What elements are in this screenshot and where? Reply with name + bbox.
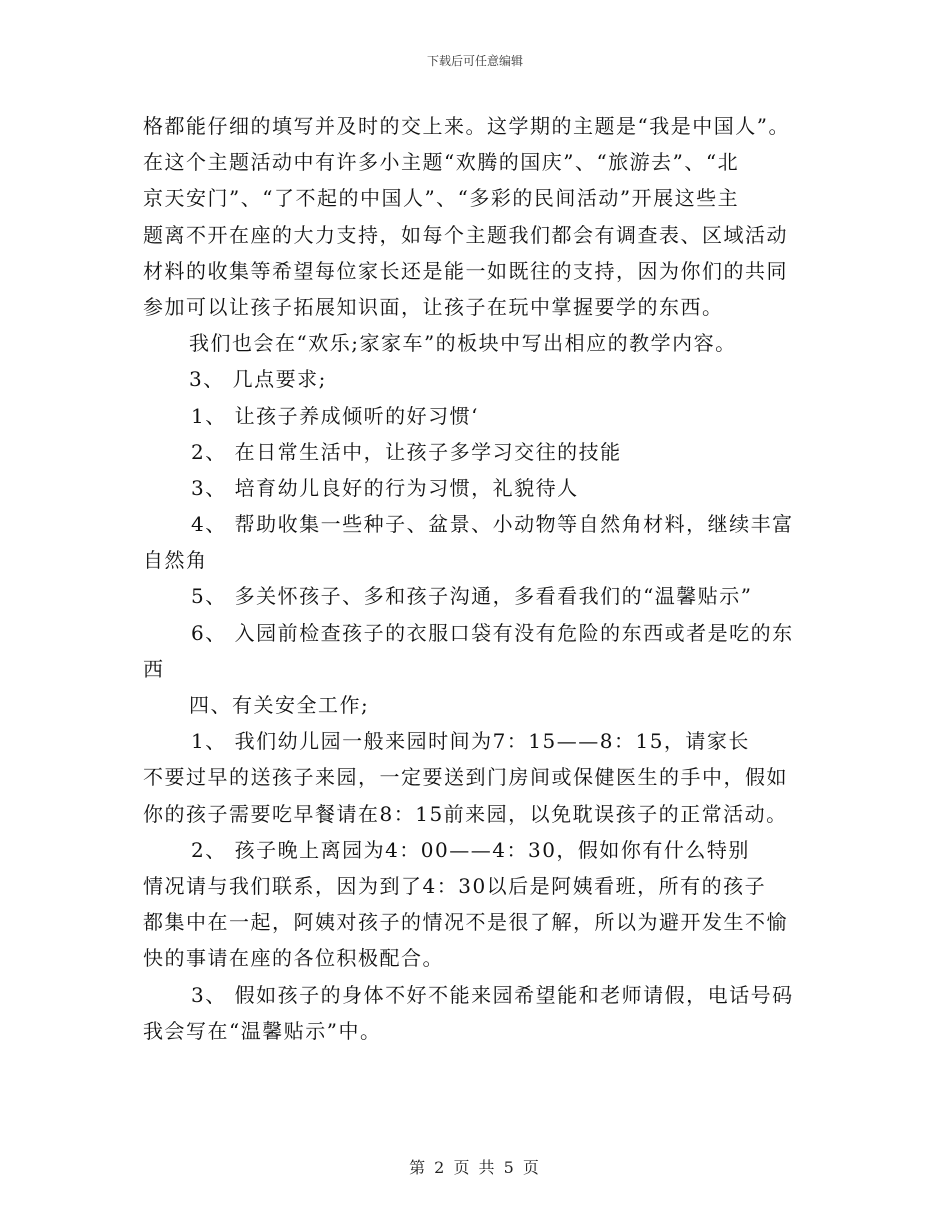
list-item-continuation: 都集中在一起，阿姨对孩子的情况不是很了解，所以为避开发生不愉: [143, 910, 788, 935]
list-item: 3、 假如孩子的身体不好不能来园希望能和老师请假，电话号码: [191, 982, 794, 1007]
list-item-continuation: 情况请与我们联系，因为到了4：30以后是阿姨看班，所有的孩子: [143, 873, 767, 898]
list-item: 4、 帮助收集一些种子、盆景、小动物等自然角材料，继续丰富: [191, 512, 794, 537]
body-line: 在这个主题活动中有许多小主题“欢腾的国庆”、“旅游去”、“北: [143, 150, 740, 175]
page-header: 下载后可任意编辑: [426, 54, 523, 68]
list-item: 5、 多关怀孩子、多和孩子沟通，多看看我们的“温馨贴示”: [191, 584, 753, 609]
list-item: 1、 我们幼儿园一般来园时间为7：15——8：15，请家长: [191, 729, 750, 754]
list-item-continuation: 我会写在“温馨贴示”中。: [143, 1018, 382, 1043]
body-line: 我们也会在“欢乐;家家车”的板块中写出相应的教学内容。: [189, 331, 737, 356]
list-item-continuation: 快的事请在座的各位积极配合。: [143, 946, 444, 971]
body-line: 材料的收集等希望每位家长还是能一如既往的支持，因为你们的共同: [143, 258, 788, 283]
body-line: 参加可以让孩子拓展知识面，让孩子在玩中掌握要学的东西。: [143, 294, 724, 319]
body-line: 格都能仔细的填写并及时的交上来。这学期的主题是“我是中国人”。: [143, 114, 790, 138]
list-item-continuation: 你的孩子需要吃早餐请在8：15前来园，以免耽误孩子的正常活动。: [143, 801, 788, 826]
page-number: 第 2 页 共 5 页: [409, 1158, 541, 1177]
list-item-continuation: 自然角: [143, 548, 208, 573]
list-item-continuation: 西: [143, 656, 165, 681]
body-line: 京天安门”、“了不起的中国人”、“多彩的民间活动”开展这些主: [143, 186, 740, 211]
list-item: 2、 在日常生活中，让孩子多学习交往的技能: [191, 439, 622, 464]
list-item-continuation: 不要过早的送孩子来园，一定要送到门房间或保健医生的手中，假如: [143, 765, 788, 790]
section-heading: 四、有关安全工作;: [189, 693, 370, 717]
document-body: [143, 108, 808, 1049]
list-item: 6、 入园前检查孩子的衣服口袋有没有危险的东西或者是吃的东: [191, 620, 794, 645]
section-heading: 3、 几点要求;: [189, 367, 327, 392]
list-item: 2、 孩子晚上离园为4：00——4：30，假如你有什么特别: [191, 837, 750, 862]
list-item: 3、 培育幼儿良好的行为习惯，礼貌待人: [191, 475, 579, 500]
body-line: 题离不开在座的大力支持，如每个主题我们都会有调查表、区域活动: [143, 222, 788, 247]
list-item: 1、 让孩子养成倾听的好习惯‘: [191, 403, 479, 428]
